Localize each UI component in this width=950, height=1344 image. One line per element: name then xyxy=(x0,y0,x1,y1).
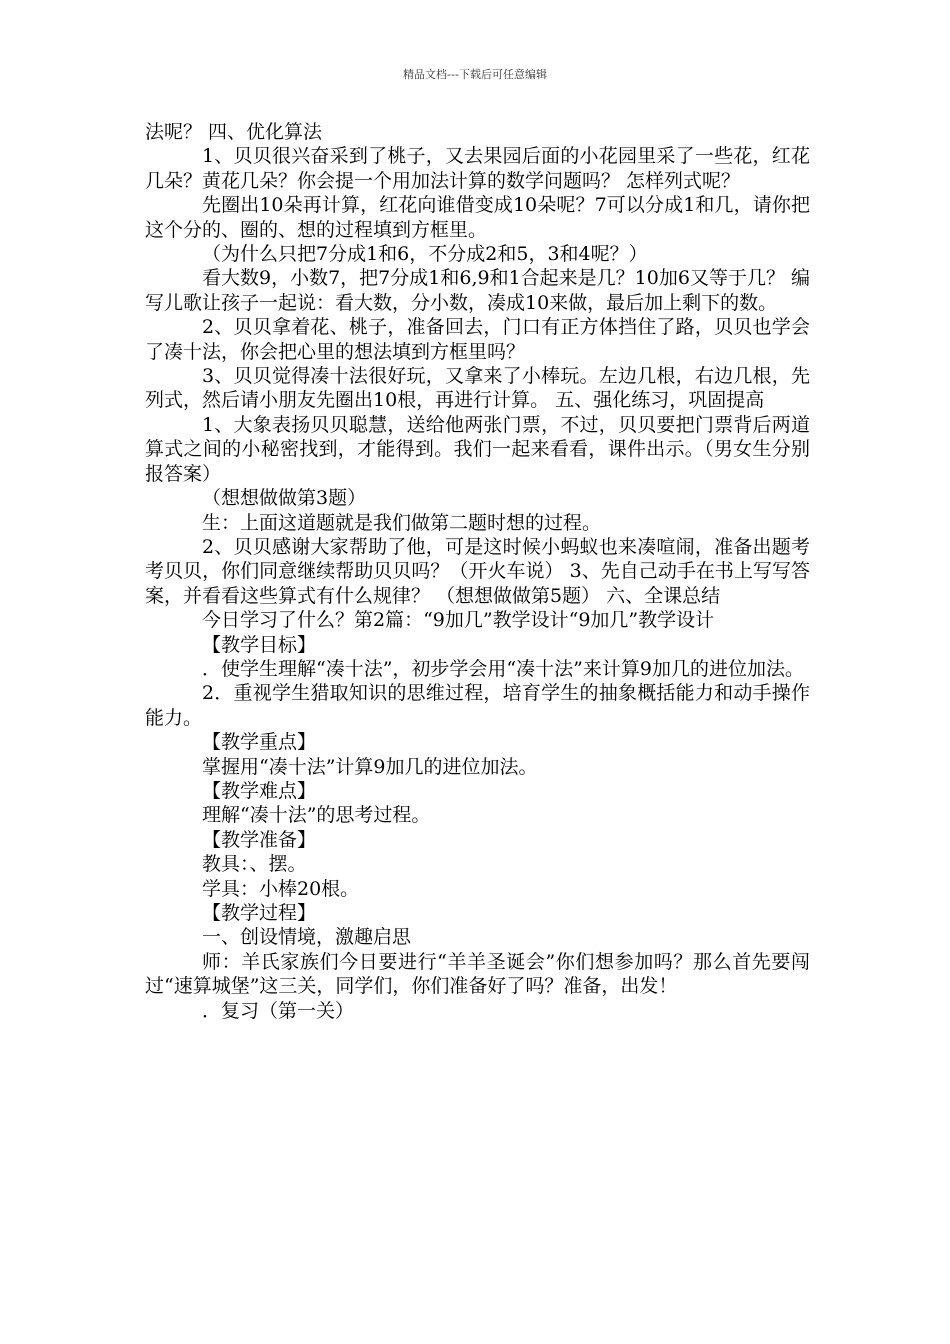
paragraph: 2．重视学生猎取知识的思维过程，培育学生的抽象概括能力和动手操作能力。 xyxy=(145,682,810,729)
paragraph: 2、贝贝拿着花、桃子，准备回去，门口有正方体挡住了路，贝贝也学会了凑十法，你会把心里的想法填到方框里吗？ xyxy=(145,316,810,363)
paragraph: 师：羊氏家族们今日要进行“羊羊圣诞会”你们想参加吗？那么首先要闯过“速算城堡”这三关，同学们，你们准备好了吗？准备，出发！ xyxy=(145,950,810,998)
paragraph: （为什么只把7分成1和6，不分成2和5，3和4呢？） xyxy=(202,243,648,266)
paragraph: 生：上面这道题就是我们做第二题时想的过程。 xyxy=(202,511,602,534)
paragraph: 【教学目标】 xyxy=(202,633,317,656)
paragraph: 看大数9，小数7，把7分成1和6,9和1合起来是几？10加6又等于几？ 编写儿歌让孩子一起说：看大数，分小数，凑成10来做，最后加上剩下的数。 xyxy=(145,267,810,314)
paragraph: 一、创设情境，激趣启思 xyxy=(202,926,412,949)
paragraph: 【教学难点】 xyxy=(202,779,317,802)
paragraph: 1、大象表扬贝贝聪慧，送给他两张门票，不过，贝贝要把门票背后两道算式之间的小秘密找到，才能得到。我们一起来看看，课件出示。（男女生分别报答案） xyxy=(145,413,810,485)
paragraph: 先圈出10朵再计算，红花向谁借变成10朵呢？7可以分成1和几，请你把这个分的、圈的、想的过程填到方框里。 xyxy=(145,194,810,241)
document-body xyxy=(145,120,810,1023)
paragraph: 今日学习了什么？第2篇：“9加几”教学设计“9加几”教学设计 xyxy=(202,609,715,632)
paragraph: 3、贝贝觉得凑十法很好玩，又拿来了小棒玩。左边几根，右边几根，先列式，然后请小朋友先圈出10根，再进行计算。 五、强化练习，巩固提高 xyxy=(145,365,810,412)
paragraph: 【教学重点】 xyxy=(202,731,317,754)
paragraph: ．使学生理解“凑十法”，初步学会用“凑十法”来计算9加几的进位加法。 xyxy=(202,657,804,680)
paragraph: 教具：、摆。 xyxy=(202,853,307,876)
paragraph: 【教学过程】 xyxy=(202,902,317,924)
paragraph: 掌握用“凑十法”计算9加几的进位加法。 xyxy=(202,755,538,778)
paragraph: 法呢？ 四、优化算法 xyxy=(145,121,323,143)
paragraph: 1、贝贝很兴奋采到了桃子，又去果园后面的小花园里采了一些花，红花几朵？黄花几朵？你会提一个用加法计算的数学问题吗？ 怎样列式呢？ xyxy=(145,145,810,192)
page-header: 精品文档---下载后可任意编辑 xyxy=(403,68,547,81)
paragraph: （想想做做第3题） xyxy=(202,487,367,510)
paragraph: 学具：小棒20根。 xyxy=(202,877,360,900)
paragraph: 2、贝贝感谢大家帮助了他，可是这时候小蚂蚁也来凑喧闹，准备出题考考贝贝，你们同意继续帮助贝贝吗？（开火车说） 3、先自己动手在书上写写答案，并看看这些算式有什么规律？ （想想做做第5题） 六、全课总结 xyxy=(145,535,810,607)
paragraph: ．复习（第一关） xyxy=(202,999,355,1022)
paragraph: 理解“凑十法”的思考过程。 xyxy=(202,804,431,827)
paragraph: 【教学准备】 xyxy=(202,828,317,851)
